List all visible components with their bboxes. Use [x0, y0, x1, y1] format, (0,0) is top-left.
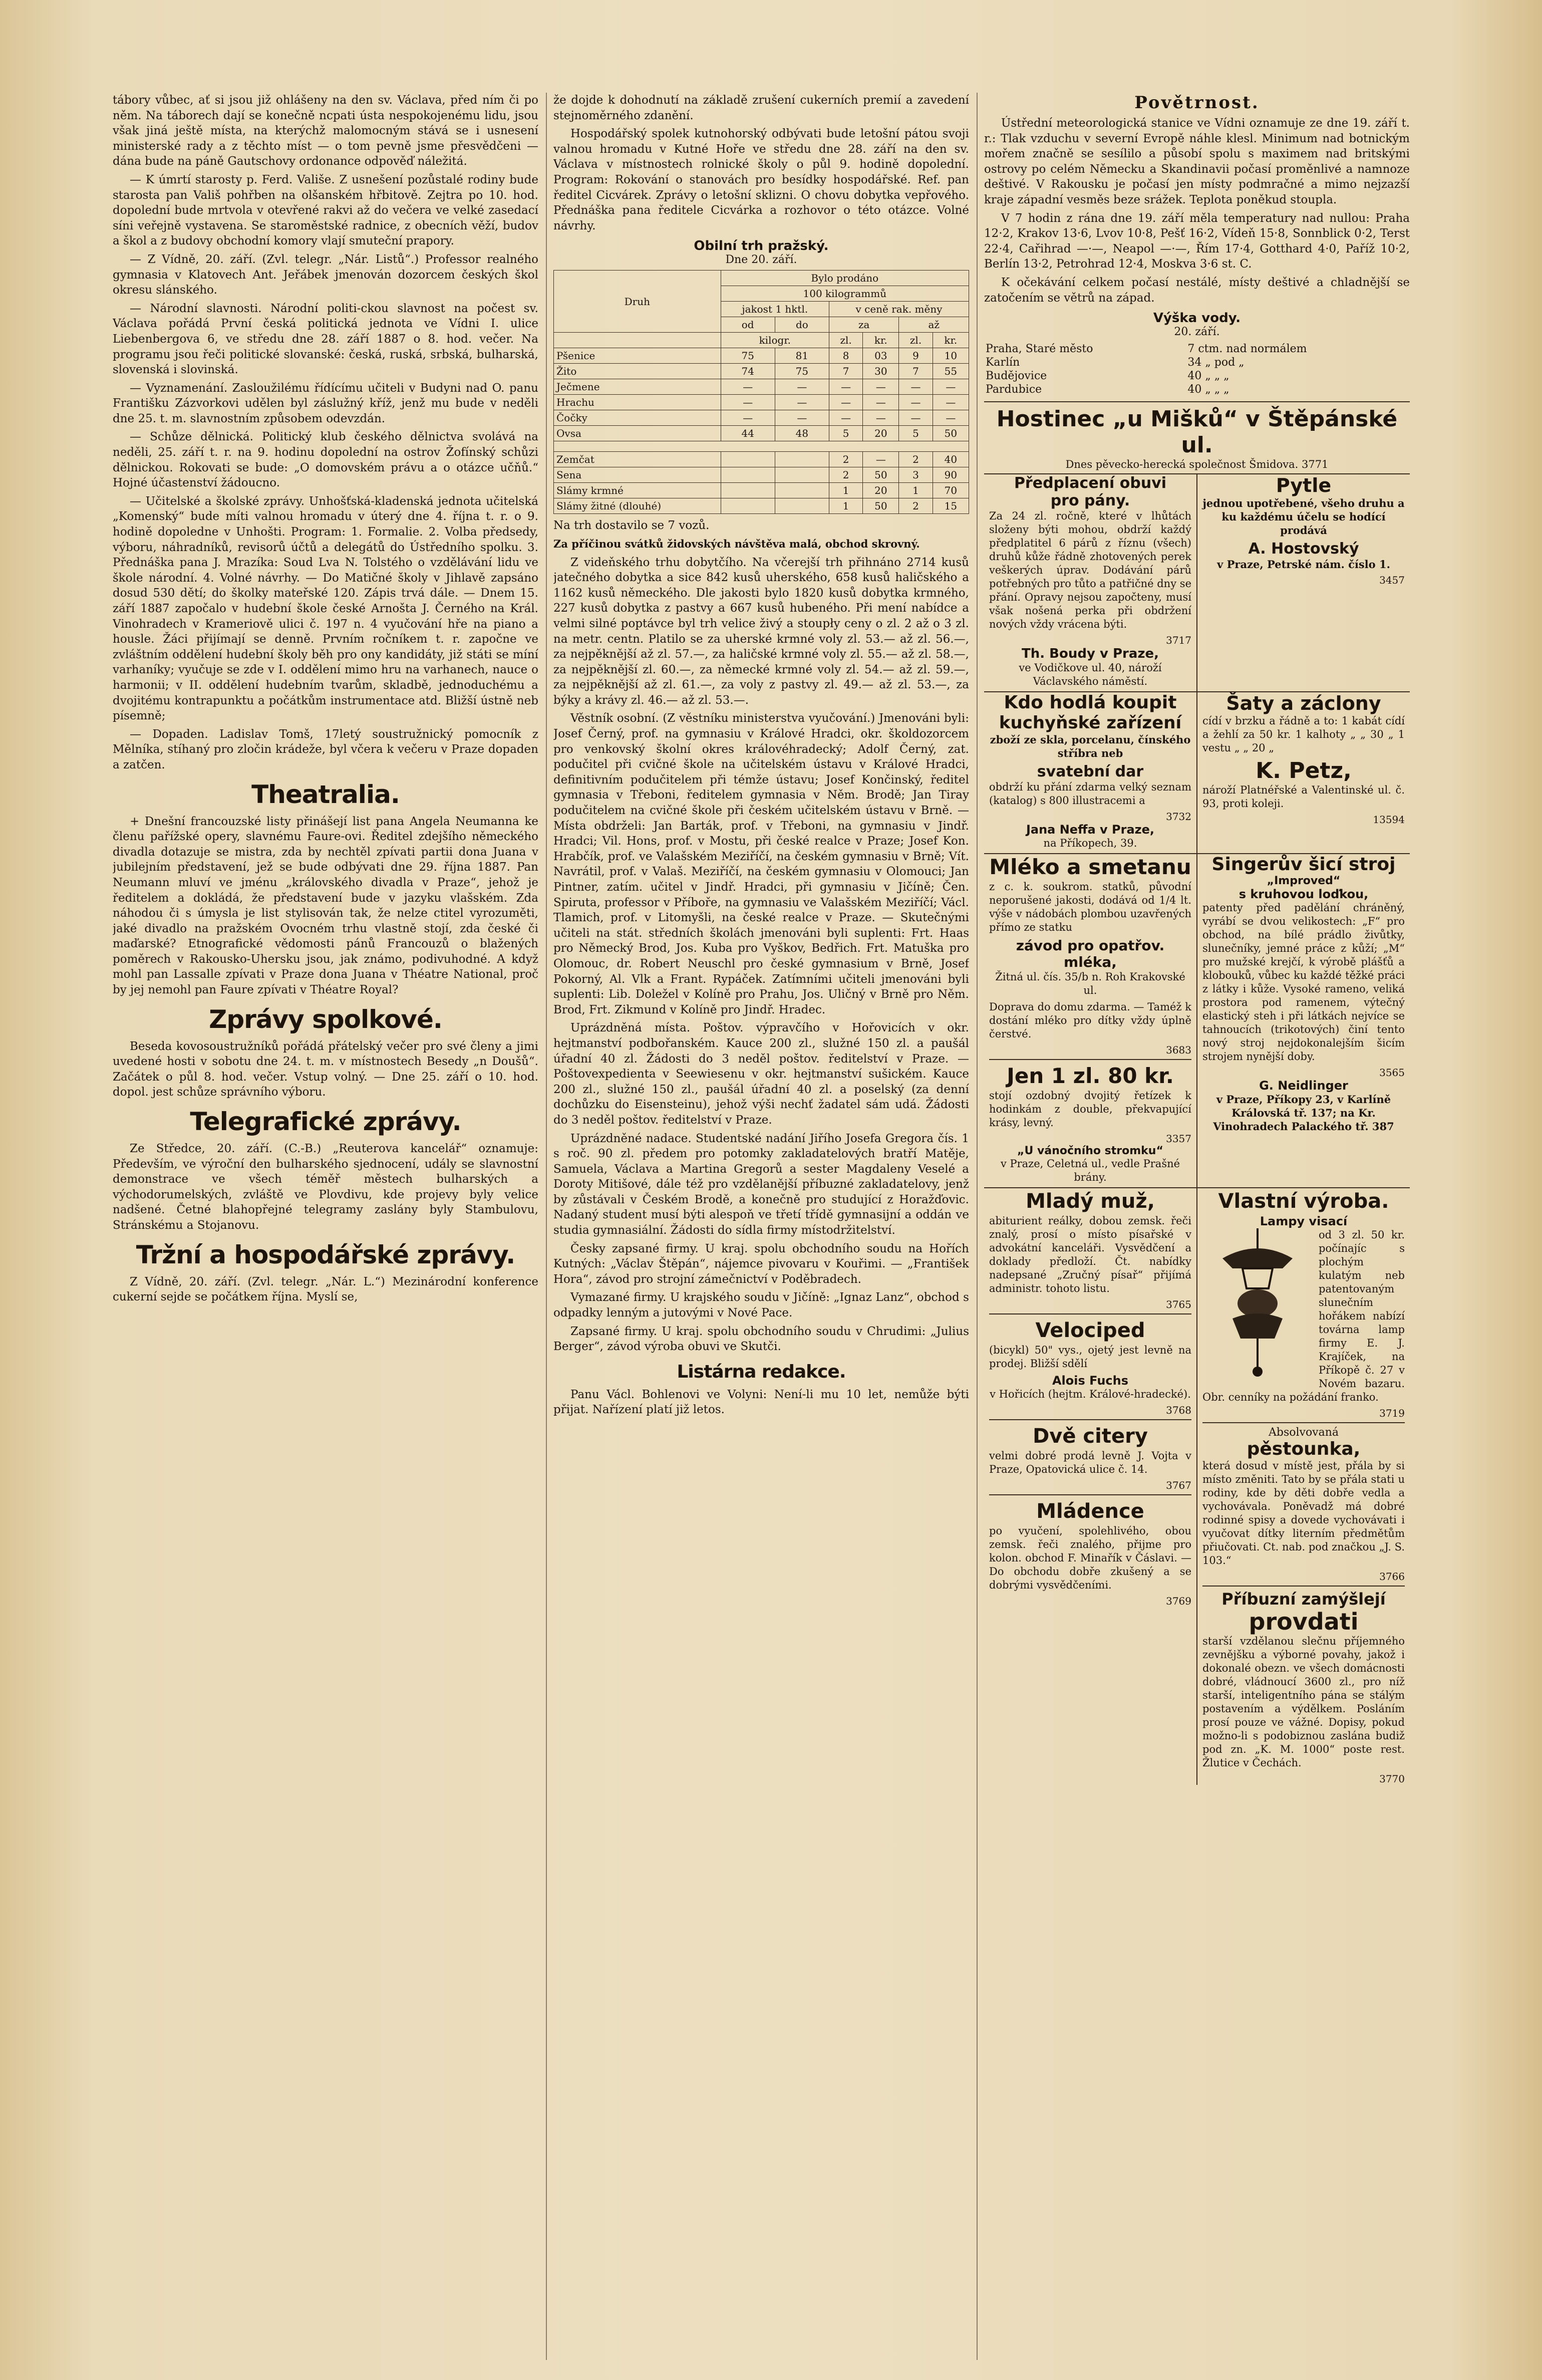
- ad-number: 3457: [1379, 574, 1405, 587]
- ad-text: velmi dobré prodá levně J. Vojta v Praze, Opatovická ulice č. 14.: [989, 1450, 1191, 1476]
- table-cell: 5: [829, 426, 863, 441]
- article-text: tábory vůbec, ať si jsou již ohlášeny na den sv. Václava, před ním či po něm. Na táborech dají se konečně ncpati ústa nespokojenému lidu, jsou však jiná ještě místa, na kterýchž malomocným stává se i usnesení ministerské rady a z těchto míst — o tom pevně jsme přesvědčeni — dána bude na páně Gautschovy ordonance odpověď náležitá.: [113, 94, 538, 168]
- table-cell: 50: [933, 426, 969, 441]
- ad-number: 3766: [1379, 1570, 1405, 1583]
- ad-firm: K. Petz,: [1256, 758, 1352, 784]
- table-cell: Hrachu: [554, 395, 721, 410]
- table-cell: —: [863, 410, 899, 426]
- table-header: v ceně rak. měny: [829, 302, 969, 317]
- water-level-heading: Výška vody.: [1153, 311, 1241, 326]
- ad-heading: Mléko a smetanu: [989, 855, 1191, 880]
- ad-heading: Jen 1 zl. 80 kr.: [1007, 1064, 1174, 1089]
- table-cell: 40: [933, 452, 969, 467]
- ad-heading: s kruhovou loďkou,: [1239, 887, 1369, 902]
- ad-heading: Šaty a záclony: [1226, 692, 1381, 715]
- ad-text: abiturient reálky, dobou zemsk. řeči znalý, prosí o místo písařské v advokátní kanceláři. Vysvědčení a doklady předloží. Čt. nabídky nadepsané „Zručný písař“ přijímá administr. tohoto listu.: [989, 1215, 1191, 1295]
- table-cell: —: [899, 379, 933, 395]
- article-telegraph: Ze Středce, 20. září. (C.-B.) „Reuterova kancelář“ oznamuje: Především, ve výroční den bulharského sjednocení, udály se slavnostní demonstrace ve všech téměř městech bulharských a východorumelských, zvláště ve Plovdivu, kde projevy byly velice nadšené. Četné blahopřejné telegramy zaslány byly Stambulovu, Stránskému a Stojanovu.: [113, 1142, 538, 1232]
- ad-heading: svatební dar: [1037, 763, 1144, 781]
- table-cell: —: [721, 410, 775, 426]
- column-rule: [546, 93, 547, 2360]
- table-cell: Pšenice: [554, 348, 721, 364]
- ad-firm: A. Hostovský: [1248, 540, 1359, 558]
- ad-heading: Velociped: [1035, 1319, 1145, 1343]
- table-cell: Praha, Staré město: [986, 343, 1093, 356]
- article-obituary: — K úmrtí starosty p. Ferd. Vališe. Z usnešení pozůstalé rodiny bude starosta pan Vališ pohřben na olšanském hřbitově. Zejtra po 10. hod. dopolední bude mrtvola v otevřené rakvi až do večera ve velké zasedací síni veřejně vystavena. Se staroměstské radnice, z obecních věží, budov a škol a z budovy obchodní komory vlají smuteční prapory.: [113, 173, 538, 248]
- ad-number: 3767: [1166, 1479, 1191, 1492]
- ad-lamps: [1196, 1188, 1410, 1785]
- table-cell: —: [721, 379, 775, 395]
- weather-forecast: K očekávání celkem počasí nestálé, místy deštivé a chladnější se zatočením se větrů na západ.: [984, 276, 1410, 305]
- table-cell: —: [933, 395, 969, 410]
- ad-heading: Příbuzní zamýšlejí: [1221, 1590, 1386, 1609]
- table-cell: Slámy krmné: [554, 483, 721, 498]
- weather-heading: Povětrnost.: [1134, 93, 1260, 113]
- table-cell: 7 ctm. nad normálem: [1187, 343, 1307, 356]
- ad-sacks: [1196, 474, 1410, 691]
- table-row: [984, 369, 1410, 383]
- table-cell: 44: [721, 426, 775, 441]
- ad-clothes-cleaning: [1196, 692, 1410, 853]
- table-header: Bylo prodáno: [721, 271, 969, 286]
- table-header: do: [775, 317, 829, 333]
- ad-number: 3770: [1379, 1773, 1405, 1785]
- grain-note: Za příčinou svátků židovských návštěva malá, obchod skrovný.: [553, 537, 920, 550]
- article-text: že dojde k dohodnutí na základě zrušení cukerních premií a zavedení stejnoměrného zdanění.: [553, 94, 969, 122]
- table-cell: —: [775, 379, 829, 395]
- table-header: kilogr.: [721, 333, 829, 348]
- table-cell: 3: [899, 467, 933, 483]
- table-cell: —: [863, 379, 899, 395]
- column-left: [113, 93, 538, 2360]
- ad-number: 3769: [1166, 1595, 1191, 1608]
- ad-heading: pro pány.: [1050, 492, 1130, 510]
- ad-heading: Předplacení obuvi: [1014, 474, 1167, 492]
- table-header: jakost 1 hktl.: [721, 302, 829, 317]
- table-cell: —: [721, 395, 775, 410]
- ad-firm: Jana Neffa v Praze,: [1026, 823, 1155, 837]
- article-agricultural-society: Hospodářský spolek kutnohorský odbývati bude letošní pátou svoji valnou hromadu v Kutné Hoře ve středu dne 28. září na den sv. Václava v místnostech rolnické školy o půl 9. hodině dopolední. Program: Rokování o stanovách pro besídky hospodářské. Ref. pan ředitel Cicvárek. Zprávy o letošní sklizni. O chovu dobytka vepřového. Přednáška pana ředitele Cicvárka a rozhovor o této otázce. Volné návrhy.: [553, 127, 969, 232]
- table-header: až: [899, 317, 969, 333]
- ad-text: Za 24 zl. ročně, které v lhůtách složeny býti mohou, obdrží každý předplatitel 6 párů z říznu (všech) druhů kůže řádně zhotovených perek veškerých úprav. Dodávání párů potřebných pro tůto a patřičné dny se přání. Opravy nejsou započteny, musí však nošená perka při obdržení nových vždy vrácena býti.: [989, 510, 1191, 631]
- table-cell: 20: [863, 483, 899, 498]
- ad-heading: kuchyňské zařízení: [999, 713, 1182, 733]
- article-firms-deleted: Vymazané firmy. U krajského soudu v Jičíně: „Ignaz Lanz“, obchod s odpadky lenným a jutovými v Nové Pace.: [553, 1291, 969, 1320]
- section-heading-theatre: Theatralia.: [251, 779, 400, 809]
- ad-sewing-machine: [1196, 854, 1410, 1187]
- ad-address: v Praze, Příkopy 23, v Karlíně Královská tř. 137; na Kr. Vinohradech Palackého tř. 387: [1213, 1093, 1394, 1133]
- ad-firm: Th. Boudy v Praze,: [1021, 646, 1159, 662]
- ad-milk: [984, 854, 1196, 1187]
- table-cell: 34 „ pod „: [1187, 356, 1245, 369]
- table-cell: —: [933, 379, 969, 395]
- table-cell: —: [899, 410, 933, 426]
- article-national-celebration: — Národní slavnosti. Národní politi-ckou slavnost na počest sv. Václava pořádá První česká politická jednota ve Vídni I. ulice Liebenbergova 6, ve středu dne 28. září 1887 o 8. hod. večer. Na programu jsou řeči politické slovanské: česká, ruská, srbská, bulharská, slovenská i slovinská.: [113, 302, 538, 377]
- ad-heading: Mládence: [1036, 1500, 1144, 1523]
- ad-heading: Absolvovaná: [1268, 1426, 1339, 1439]
- table-row: [554, 395, 969, 410]
- article-editorial: Panu Václ. Bohlenovi ve Volyni: Není-li mu 10 let, nemůže býti přijat. Nařízení platí již letos.: [553, 1388, 969, 1417]
- table-cell: Budějovice: [986, 370, 1047, 383]
- table-header: zl.: [829, 333, 863, 348]
- ad-text: která dosud v místě jest, přála by si místo změniti. Tato by se přála stati u rodiny, kde by děti dobře vedla a vychovávala. Poněvadž má dobré rodinné spisy a dovede vychovávati i vyučovat dítky literním předmětům přiučovati. Ct. nab. pod značkou „J. S. 103.“: [1202, 1460, 1405, 1567]
- ad-address: v Hořicích (hejtm. Králové-hradecké).: [990, 1388, 1191, 1401]
- ad-heading: závod pro opatřov. mléka,: [1016, 937, 1165, 971]
- ad-address: Žitná ul. čís. 35/b n. Roh Krakovské ul.: [995, 971, 1185, 997]
- table-row: [554, 426, 969, 441]
- article-arrest: — Dopaden. Ladislav Tomš, 17letý soustružnický pomocník z Mělníka, stíhaný pro zločin krádeže, byl včera k večeru v Praze dopaden a zatčen.: [113, 727, 538, 771]
- table-cell: 03: [863, 348, 899, 364]
- table-cell: —: [829, 410, 863, 426]
- section-heading-editorial: Listárna redakce.: [677, 1361, 846, 1382]
- article-cattle-market: Z videňského trhu dobytčího. Na včerejší trh přihnáno 2714 kusů jatečného dobytka a sice 842 kusů uherského, 658 kusů haličského a 1162 kusů německého. Dle jakosti bylo 1820 kusů dobytka krmného, 227 kusů dobytka z pastvy a 667 kusů hubeného. Při mení nabídce a velmi silné poptávce byl trh velice živý a stoupły ceny o zl. 2 až o 3 zl. na metr. centn. Platilo se za uherské krmné voly zl. 53.— až zl. 56.—, za nejpěknější až zl. 57.—, za haličské krmné voly zl. 55.— až zl. 58.—, za nejpěknější zl. 60.—, za německé krmné voly zl. 54.— až zl. 59.—, za nejpěknější až zl. 61.—, za voly z pastvy zl. 49.— až zl. 53.—, za býky a krávy zl. 46.— až zl. 53.—.: [553, 556, 969, 707]
- article-firms-new: Zapsané firmy. U kraj. spolu obchodního soudu v Chrudimi: „Julius Berger“, závod výroba obuvi ve Skutči.: [553, 1325, 969, 1354]
- grain-price-table: [553, 270, 969, 514]
- ad-firm: G. Neidlinger: [1259, 1079, 1348, 1093]
- ad-heading: Dvě citery: [1033, 1425, 1148, 1448]
- section-heading-societies: Zprávy spolkové.: [209, 1004, 442, 1034]
- table-cell: 7: [899, 364, 933, 379]
- article-workers-meeting: — Schůze dělnická. Politický klub českého dělnictva svolává na neděli, 25. září t. r. na 9. hodinu dopolední na ostrov Žofínský schůzi dělnickou. Rokovati se bude: „O domovském právu a o otázce učňů.“ Hojné účastenství žádoucno.: [113, 430, 538, 490]
- ad-address: v Praze, Celetná ul., vedle Prašné brány.: [1000, 1158, 1180, 1184]
- table-cell: 2: [829, 452, 863, 467]
- table-cell: —: [863, 452, 899, 467]
- article-foundations: Uprázdněné nadace. Studentské nadání Jiřího Josefa Gregora čís. 1 s roč. 90 zl. předem pro potomky zakladatelových bratří Matěje, Samuela, Václava a Martina Gregorů a sester Magdaleny Veselé a Doroty Mitišové, dále též pro vzdělanější příbuzné zakladatelovy, jenž by zůstávali v Českém Brodě, a konečně pro studující z Horažďovic. Nadaný student musí býti alespoň ve třetí třídě gymnasijní a oddán ve studia gymnasiální. Žádosti do sídla firmy místodržitelství.: [553, 1132, 969, 1237]
- table-cell: 40 „ „ „: [1187, 370, 1229, 383]
- table-cell: 40 „ „ „: [1187, 383, 1229, 396]
- ad-row: [984, 473, 1410, 691]
- table-cell: 8: [829, 348, 863, 364]
- ad-kitchen: [984, 692, 1196, 853]
- ad-heading: Hostinec „u Mišků“ v Štěpánské ul.: [996, 406, 1398, 458]
- article-school-news: — Učitelské a školské zprávy. Unhošťská-kladenská jednota učitelská „Komenský“ bude míti valnou hromadu v úterý dne 4. října t. r. o 9. hodině dopoledne v Unhošti. Program: 1. Formalie. 2. Volba předsedy, výboru, náhradníků, revisorů účtů a delegátů do Ústředního spolku. 3. Přednáška pana J. Mrazíka: Soud Lva N. Tolstého o vzdělávání lidu ve škole národní. 4. Volné návrhy. — Do Matičné školy v Jihlavě zapsáno dosud 530 dětí; do školky mateřské 120. Zápis trvá dále. — Dnem 15. září 1887 započalo v hudební škole české Arnošta J. Černého na Král. Vinohradech v Krameriově ulici č. 197 n. 4 vyučování hře na piano a housle. Žáci přijímají se denně. Prvním ročníkem t. r. započne ve zvláštním oddělení hudební školy běh pro ony kandidáty, již státi se míní varhaníky; vyučuje se zde v I. oddělení mimo hru na varhanech, nauce o harmonii; v II. oddělení hudebním tvarům, skladbě, jednoduchému a dvojitému kontrapunktu a počátkům instrumentace atd. Bližší ústně neb písemně;: [113, 494, 538, 723]
- column-right: [984, 93, 1410, 2360]
- ad-heading: Singerův šicí stroj: [1211, 854, 1396, 875]
- table-cell: —: [863, 395, 899, 410]
- article-firms-registered: Česky zapsané firmy. U kraj. spolu obchodního soudu na Hořích Kutných: „Václav Štěpán“, nájemce pivovaru v Kouřimi. — „František Hora“, závod pro strojní zámečnictví v Poděbradech.: [553, 1242, 969, 1286]
- water-level-table: [984, 342, 1410, 396]
- table-header: kr.: [863, 333, 899, 348]
- table-cell: 1: [829, 498, 863, 514]
- table-cell: 7: [829, 364, 863, 379]
- ad-heading: Pytle: [1276, 474, 1332, 497]
- table-cell: —: [775, 395, 829, 410]
- table-row: [984, 342, 1410, 356]
- table-row: [554, 483, 969, 498]
- table-cell: 10: [933, 348, 969, 364]
- table-cell: —: [829, 395, 863, 410]
- hanging-lamp-illustration: [1202, 1228, 1313, 1379]
- ad-footwear: [984, 474, 1196, 691]
- ad-text: obdrží ku přání zdarma velký seznam (katalog) s 800 illustracemi a: [989, 781, 1191, 807]
- table-row: [554, 452, 969, 467]
- ad-firm: Alois Fuchs: [1052, 1374, 1129, 1388]
- table-cell: 1: [899, 483, 933, 498]
- ad-text: cídí v brzku a řádně a to: 1 kabát cídí a žehlí za 50 kr. 1 kalhoty „ „ 30 „ 1 vestu „ „ 20 „: [1202, 715, 1405, 754]
- table-cell: 20: [863, 426, 899, 441]
- table-cell: [775, 498, 829, 514]
- ad-text: z c. k. soukrom. statků, původní neporušené jakosti, dodává od 1/4 lt. výše v nádobách plombou uzavřených přímo ze statku: [989, 881, 1191, 934]
- table-cell: 81: [775, 348, 829, 364]
- ad-number: 3765: [1166, 1298, 1191, 1311]
- weather-temperatures: V 7 hodin z rána dne 19. září měla temperatury nad nullou: Praha 12·2, Krakov 13·6, Lvov 10·8, Pešť 16·2, Vídeň 15·8, Sonnblick 0·2, Terst 22·4, Cařihrad —·—, Neapol —·—, Řím 17·4, Gotthard 4·0, Paříž 10·2, Berlín 13·2, Petrohrad 12·4, Moskva 3·6 st. C.: [984, 211, 1410, 271]
- ad-firm: „U vánočního stromku“: [1017, 1145, 1163, 1158]
- table-cell: 75: [721, 348, 775, 364]
- ad-heading: Kdo hodlá koupit: [1004, 692, 1177, 713]
- ad-heading: pěstounka,: [1247, 1439, 1361, 1460]
- table-cell: 2: [899, 452, 933, 467]
- ad-number: 3717: [1166, 634, 1191, 647]
- ad-number: 3719: [1379, 1407, 1405, 1420]
- grain-market-date: Dne 20. září.: [725, 253, 797, 267]
- table-cell: Slámy žitné (dlouhé): [554, 498, 721, 514]
- table-cell: —: [775, 410, 829, 426]
- table-cell: 1: [829, 483, 863, 498]
- table-header: 100 kilogrammů: [721, 286, 969, 302]
- table-row: [554, 364, 969, 379]
- table-header: od: [721, 317, 775, 333]
- table-row: [554, 348, 969, 364]
- table-cell: Karlín: [986, 356, 1020, 369]
- ad-text: (bicykl) 50" vys., ojetý jest levně na prodej. Bližší sdělí: [989, 1344, 1191, 1370]
- table-cell: 9: [899, 348, 933, 364]
- table-row: [984, 356, 1410, 369]
- table-cell: Zemčat: [554, 452, 721, 467]
- ad-text: od 3 zl. 50 kr. počínajíc s plochým kulatým neb patentovaným slunečním hořákem nabízí továrna lamp firmy E. J. Krajíček, na Příkopě č. 27 v Novém bazaru. Obr. cenníky na požádání franko.: [1202, 1229, 1405, 1404]
- ad-text: Dnes pěvecko-herecká společnost Šmidova. 3771: [1065, 458, 1329, 471]
- article-market: Z Vídně, 20. září. (Zvl. telegr. „Nár. L.“) Mezinárodní konference cukerní sejde se počátkem října. Myslí se,: [113, 1275, 538, 1304]
- table-cell: 2: [899, 498, 933, 514]
- article-appointment: — Z Vídně, 20. září. (Zvl. telegr. „Nár. Listů“.) Professor realného gymnasia v Klatovech Ant. Jeřábek jmenován dozorcem českých škol okresu slánského.: [113, 252, 538, 297]
- table-cell: Žito: [554, 364, 721, 379]
- column-middle: [553, 93, 969, 2360]
- table-cell: 90: [933, 467, 969, 483]
- table-cell: [721, 498, 775, 514]
- ad-heading: Lampy visací: [1260, 1214, 1348, 1229]
- ad-row: [984, 691, 1410, 853]
- ad-heading: Vlastní výroba.: [1218, 1190, 1389, 1213]
- ad-row: [984, 853, 1410, 1187]
- grain-note: Na trh dostavilo se 7 vozů.: [553, 519, 710, 533]
- table-cell: Pardubice: [986, 383, 1042, 396]
- table-cell: Ovsa: [554, 426, 721, 441]
- table-header: Druh: [554, 271, 721, 333]
- table-cell: 30: [863, 364, 899, 379]
- table-row: [984, 383, 1410, 396]
- ad-text: starší vzdělanou slečnu příjemného zevnějšku a výborné povahy, jakož i dokonalé obezn. ve všech domácnosti dobré, vládnoucí 3600 zl., pro níž starší, inteligentního pána se stálým postavením a výdělkem. Posláním prosí pouze ve vážné. Dopisy, pokud možno-li s podobiznou zaslána budiž pod zn. „K. M. 1000“ poste rest. Žlutice v Čechách.: [1202, 1635, 1405, 1769]
- table-row: [554, 498, 969, 514]
- ad-number: 13594: [1373, 814, 1405, 826]
- ad-number: 3565: [1379, 1067, 1405, 1079]
- ad-number: 3768: [1166, 1404, 1191, 1417]
- table-cell: 15: [933, 498, 969, 514]
- table-cell: 2: [829, 467, 863, 483]
- table-cell: —: [829, 379, 863, 395]
- table-cell: [775, 452, 829, 467]
- table-cell: 50: [863, 498, 899, 514]
- ad-text: jednou upotřebené, všeho druhu a ku každému účelu se hodící prodává: [1202, 497, 1405, 537]
- table-cell: —: [933, 410, 969, 426]
- ad-text: patenty před padělání chráněný, vyrábí se dvou velikostech: „F“ pro obchod, na bílé prádlo živůtky, slunečníky, jemné práce z kůží; „M“ pro mužské krejčí, k výrobě plášťů a klobouků, vůbec ku každé těžké práci z látky i kůže. Vysoké rameno, veliká prostora pod ramenem, výtečný elastický steh i při látkách nejvíce se tahnoucích (trikotových) činí tento nový stroj nejdokonalejším šicím strojem nynější doby.: [1202, 902, 1405, 1063]
- table-row: [554, 467, 969, 483]
- ad-row: [984, 1187, 1410, 1785]
- ad-address: v Praze, Petrské nám. číslo 1.: [1217, 558, 1390, 571]
- ad-text: po vyučení, spolehlivého, obou zemsk. řeči znalého, přijme pro kolon. obchod F. Minařík v Čáslavi. — Do obchodu dobře zkušený a se dobrými vysvědčeními.: [989, 1525, 1191, 1592]
- grain-market-title: Obilní trh pražský.: [694, 238, 829, 254]
- table-cell: 5: [899, 426, 933, 441]
- table-cell: [775, 467, 829, 483]
- ad-text: stojí ozdobný dvojitý řetízek k hodinkám z double, překvapující krásy, levný.: [989, 1090, 1191, 1129]
- table-cell: 48: [775, 426, 829, 441]
- table-cell: [721, 452, 775, 467]
- table-header: zl.: [899, 333, 933, 348]
- ad-number: 3683: [1166, 1044, 1191, 1056]
- table-cell: 50: [863, 467, 899, 483]
- table-cell: Ječmene: [554, 379, 721, 395]
- ad-address: nároží Platnéřské a Valentinské ul. č. 93, proti koleji.: [1202, 784, 1405, 810]
- article-award: — Vyznamenání. Zasloužilému řídícímu učiteli v Budyni nad O. panu Františku Zázvorkovi udělen byl záslužný kříž, jenž mu bude v neděli dne 25. t. m. slavnostním způsobem odevzdán.: [113, 381, 538, 425]
- ad-address: ve Vodičkove ul. 40, nároží Václavského náměstí.: [1019, 662, 1162, 688]
- ad-heading: Mladý muž,: [1026, 1190, 1155, 1213]
- table-header: za: [829, 317, 899, 333]
- ad-young-man: [984, 1188, 1196, 1785]
- ad-hostinec: [984, 401, 1410, 473]
- ad-address: na Příkopech, 39.: [1043, 837, 1137, 850]
- section-heading-market: Tržní a hospodářské zprávy.: [136, 1240, 515, 1269]
- water-level-date: 20. září.: [1174, 326, 1220, 339]
- table-cell: 70: [933, 483, 969, 498]
- article-theatre: + Dnešní francouzské listy přinášejí list pana Angela Neumanna ke členu pařížské opery, slavnému Faure-ovi. Ředitel zdejšího německého divadla dotazuje se mistra, zda by nechtěl zpívati partii dona Juana v jubilejním představení, jež se bude odbývati dne 29. října 1887. Pan Neumann mluví ve jménu „královského divadla v Praze“, jehož je ředitelem a dokládá, že představení bude v jazyku vlašském. Zda náhodou či s úmysla je list stylisován tak, že nelze ctitel vyrozuměti, jaké divadlo na pražském Ovocném trhu vlastně stojí, zda české či maďarské? Etnografické vědomosti pánů Francouzů o blažených poměrech v Rakousko-Uhersku jsou, jak známo, podivuhodné. A když mohl pan Lassalle zpívati v Praze dona Juana v Théatre National, proč by jej nemohl pan Faure zpívati v Théatre Royal?: [113, 815, 538, 997]
- ad-number: 3357: [1166, 1133, 1191, 1145]
- table-cell: —: [899, 395, 933, 410]
- article-societies: Beseda kovosoustružníků pořádá přátelský večer pro své členy a jimi uvedené hosti v sobotu dne 24. t. m. v místnostech Besedy „n Doušů“. Začátek o půl 8. hod. večer. Vstup volný. — Dne 25. září o 10. hod. dopol. jest schůze správního výboru.: [113, 1039, 538, 1099]
- table-cell: Sena: [554, 467, 721, 483]
- table-cell: 55: [933, 364, 969, 379]
- section-heading-telegraph: Telegrafické zprávy.: [190, 1107, 461, 1137]
- ad-heading: provdati: [1249, 1608, 1359, 1636]
- ad-heading: „Improved“: [1267, 875, 1341, 888]
- ad-text: zboží ze skla, porcelanu, čínského stříbra neb: [990, 733, 1191, 760]
- table-row: [554, 410, 969, 426]
- table-cell: 75: [775, 364, 829, 379]
- table-cell: [721, 483, 775, 498]
- table-header: kr.: [933, 333, 969, 348]
- table-cell: 74: [721, 364, 775, 379]
- table-cell: [721, 467, 775, 483]
- ad-text: Doprava do domu zdarma. — Taméž k dostání mléko pro dítky vždy úplně čerstvé.: [989, 1001, 1191, 1040]
- ad-number: 3732: [1166, 811, 1191, 823]
- table-cell: Čočky: [554, 410, 721, 426]
- table-row: [554, 379, 969, 395]
- article-personal: Věstník osobní. (Z věstníku ministerstva vyučování.) Jmenováni byli: Josef Černý, prof. na gymnasiu v Králové Hradci, okr. školdozorcem pro venkovský školní okres královéhradecký; Adolf Černý, zat. podučitel při cvičné škole na učitelském ústavu v Králové Hradci, definitivním podučitelem při témže ústavu; Josef Končinský, ředitel gymnasia v Třeboni, ředitelem gymnasia v Něm. Brodě; Jan Tiray podučitelem na cvičné škole při českém učitelském ústavu v Brně. — Místa obdrželi: Jan Barták, prof. v Třeboni, na gymnasiu v Jindř. Hradci; Vil. Hons, prof. v Mostu, při české realce v Praze; Josef Kon. Hrabčík, prof. ve Valašském Meziříčí, na českém gymnasiu v Brně; Vít. Navrátil, prof. v Valaš. Meziříčí, na českém gymnasiu v Olomouci; Jan Pintner, zatím. učitel v Jindř. Hradci, při gymnasiu v Jičíně; Čen. Spiruta, professor v Příboře, na gymnasiu ve Valašském Meziříčí; Václ. Tlamich, prof. v Litomyšli, na české realce v Praze. — Skutečnými učiteli na stát. středních školách jmenováni byli suplenti: Frt. Haas pro Německý Brod, Jos. Kuba pro Vyškov, Bedřich. Frt. Matuška pro Olomouc, dr. Robert Neuschl pro české gymnasium v Brně, Josef Pokorný, Al. Vlk a Frant. Rypáček. Zatímními učiteli jmenováni byli suplenti: Lib. Doležel v Kolíně pro Prahu, Jos. Uličný v Brně pro Něm. Brod, Frt. Zikmund v Kolíně pro Jindř. Hradec.: [553, 712, 969, 1016]
- article-vacancies: Uprázdněná místa. Poštov. výpravčího v Hořovicích v okr. hejtmanství podbořanském. Kauce 200 zl., služné 150 zl. a paušál úřadní 40 zl. Žádosti do 3 neděl poštov. ředitelství v Praze. — Poštovexpedienta v Seewiesenu v okr. hejtmanství sušickém. Kauce 200 zl., služné 150 zl., paušál úřadní 40 zl. a poselský (za denní dochůzku do Eisensteinu), jehož výši nechť žadatel sám udá. Žádosti do 3 neděl poštov. ředitelství v Praze.: [553, 1021, 969, 1127]
- table-cell: [775, 483, 829, 498]
- weather-text: Ústřední meteorologická stanice ve Vídni oznamuje ze dne 19. září t. r.: Tlak vzduchu v severní Evropě náhle klesl. Minimum nad botnickým mořem značně se sesílilo a působí spolu s maximem nad britskými ostrovy po celém Německu a Skandinavii počasí proměnlivé a namnoze deštivé. V Rakousku je počasí jen místy podmračné a mimo nejzazší kraje západní vesměs beze srážek. Teplota poněkud stoupla.: [984, 117, 1410, 206]
- column-rule: [977, 93, 978, 2360]
